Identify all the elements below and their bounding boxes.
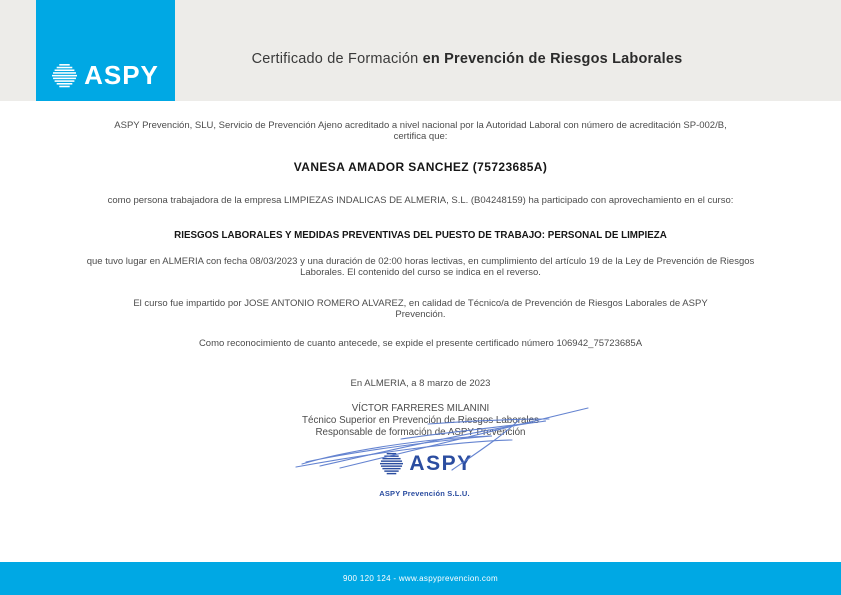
trainer-paragraph: El curso fue impartido por JOSE ANTONIO ROMERO ALVAREZ, en calidad de Técnico/a de Prevención de Riesgos Laborales de ASPY Prevención. (133, 298, 708, 321)
course-details-paragraph: que tuvo lugar en ALMERIA con fecha 08/03/2023 y una duración de 02:00 horas lectivas, en cumplimiento del artículo 19 de la Ley de Prevención de Riesgos Laborales. El contenido del curso se indica en el reverso. (86, 256, 755, 279)
date-line: En ALMERIA, a 8 marzo de 2023 (350, 378, 491, 389)
signatory-name: VÍCTOR FARRERES MILANINI (351, 403, 490, 414)
footer-bar (0, 562, 841, 595)
aspy-logo-text: ASPY (84, 60, 159, 90)
aspy-stripes-icon (52, 63, 77, 88)
page-title (93, 51, 841, 67)
footer-contact: 900 120 124 - www.aspyprevencion.com (343, 574, 498, 583)
stamp-aspy-logo (380, 452, 472, 475)
certificate-number-line: Como reconocimiento de cuanto antecede, se expide el presente certificado número 106942_75723685A (198, 338, 643, 349)
signatory-role-2: Responsable de formación de ASPY Prevención (315, 426, 526, 438)
person-name: VANESA AMADOR SANCHEZ (75723685A) (293, 160, 548, 174)
header-band (0, 0, 841, 101)
company-stamp (0, 452, 841, 498)
aspy-stripes-icon (380, 452, 403, 475)
signatory-block (0, 403, 841, 438)
company-paragraph: como persona trabajadora de la empresa LIMPIEZAS INDALICAS DE ALMERIA, S.L. (B04248159) ha participado con aprovechamiento en el curso: (107, 195, 734, 206)
stamp-aspy-text: ASPY (409, 452, 473, 475)
course-title: RIESGOS LABORALES Y MEDIDAS PREVENTIVAS DEL PUESTO DE TRABAJO: PERSONAL DE LIMPIEZA (174, 230, 667, 241)
page-title-regular: Certificado de Formación (251, 51, 423, 67)
stamp-company-name: ASPY Prevención S.L.U. (379, 489, 470, 498)
signatory-role-1: Técnico Superior en Prevención de Riesgos Laborales (302, 414, 539, 426)
page-title-bold: en Prevención de Riesgos Laborales (422, 51, 683, 67)
intro-paragraph: ASPY Prevención, SLU, Servicio de Prevención Ajeno acreditado a nivel nacional por la Autoridad Laboral con número de acreditación SP-002/B, certifica que: (114, 120, 727, 143)
